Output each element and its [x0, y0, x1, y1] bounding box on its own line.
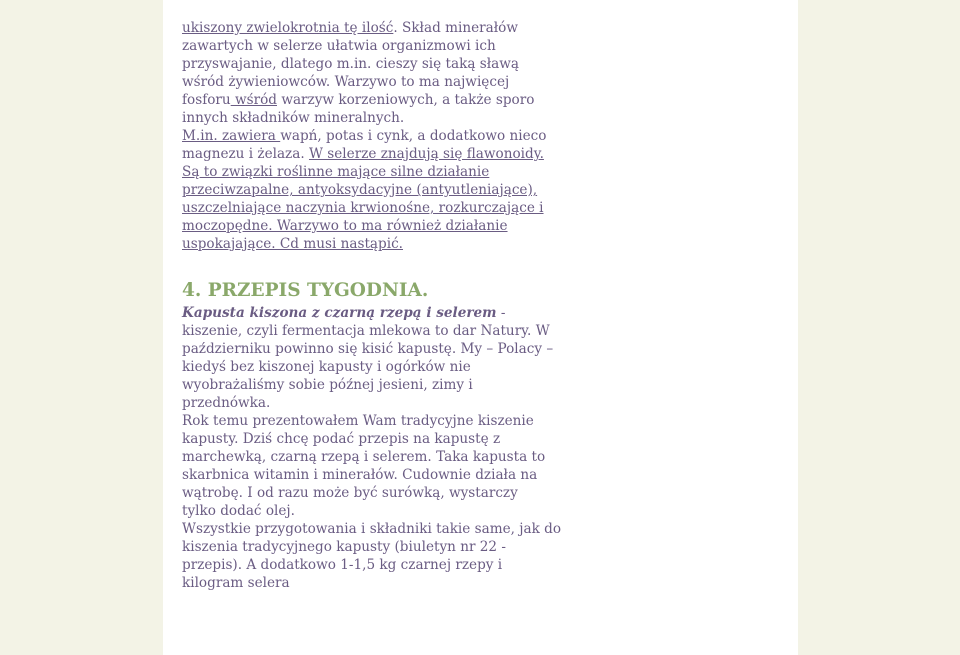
- intro-underlined-link[interactable]: ukiszony zwielokrotnia tę ilość: [182, 20, 394, 36]
- right-margin-panel: [798, 0, 960, 655]
- celery-minerals-paragraph: [182, 19, 562, 127]
- intro-text-2: warzyw korzeniowych, a także sporo innych składników mineralnych.: [182, 92, 535, 126]
- minerals-text: wapń, potas i cynk, a dodatkowo nieco magnezu i żelaza.: [182, 128, 547, 162]
- celery-nutrients-paragraph: [182, 127, 552, 253]
- flavonoids-underlined-link[interactable]: W selerze znajdują się flawonoidy. Są to związki roślinne mające silne działanie przeciwzapalne, antyoksydacyjne (antyutleniające), uszczelniające naczynia krwionośne, rozkurczające i moczopędne. Warzywo to ma również działanie uspokajające. Cd musi nastąpić.: [182, 146, 544, 252]
- section-heading: 4. PRZEPIS TYGODNIA.: [182, 280, 429, 301]
- recipe-name: Kapusta kiszona z czarną rzepą i selerem: [182, 305, 497, 321]
- recipe-dash: -: [496, 305, 506, 321]
- minerals-underlined-link[interactable]: M.in. zawiera: [182, 128, 281, 144]
- recipe-intro-paragraph: [182, 304, 562, 412]
- recipe-paragraph-2: Rok temu prezentowałem Wam tradycyjne kiszenie kapusty. Dziś chcę podać przepis na kapustę z marchewką, czarną rzepą i selerem. Taka kapusta to skarbnica witamin i minerałów. Cudownie działa na wątrobę. I od razu może być surówką, wystarczy tylko dodać olej.: [182, 413, 546, 519]
- intro-underlined-link-2[interactable]: wśród: [230, 92, 277, 108]
- recipe-paragraph-3: Wszystkie przygotowania i składniki takie same, jak do kiszenia tradycyjnego kapusty (biuletyn nr 22 - przepis). A dodatkowo 1-1,5 kg czarnej rzepy i kilogram selera: [182, 521, 562, 591]
- article-body: [182, 19, 782, 592]
- intro-text: . Skład minerałów zawartych w selerze ułatwia organizmowi ich przyswajanie, dlatego m.in. cieszy się taką sławą wśród żywieniowców. Warzywo to ma najwięcej fosforu: [182, 20, 519, 108]
- left-margin-panel: [0, 0, 163, 655]
- recipe-lead-text: kiszenie, czyli fermentacja mlekowa to dar Natury. W październiku powinno się kisić kapustę. My – Polacy – kiedyś bez kiszonej kapusty i ogórków nie wyobrażaliśmy sobie późnej jesieni, zimy i przednówka.: [182, 323, 554, 411]
